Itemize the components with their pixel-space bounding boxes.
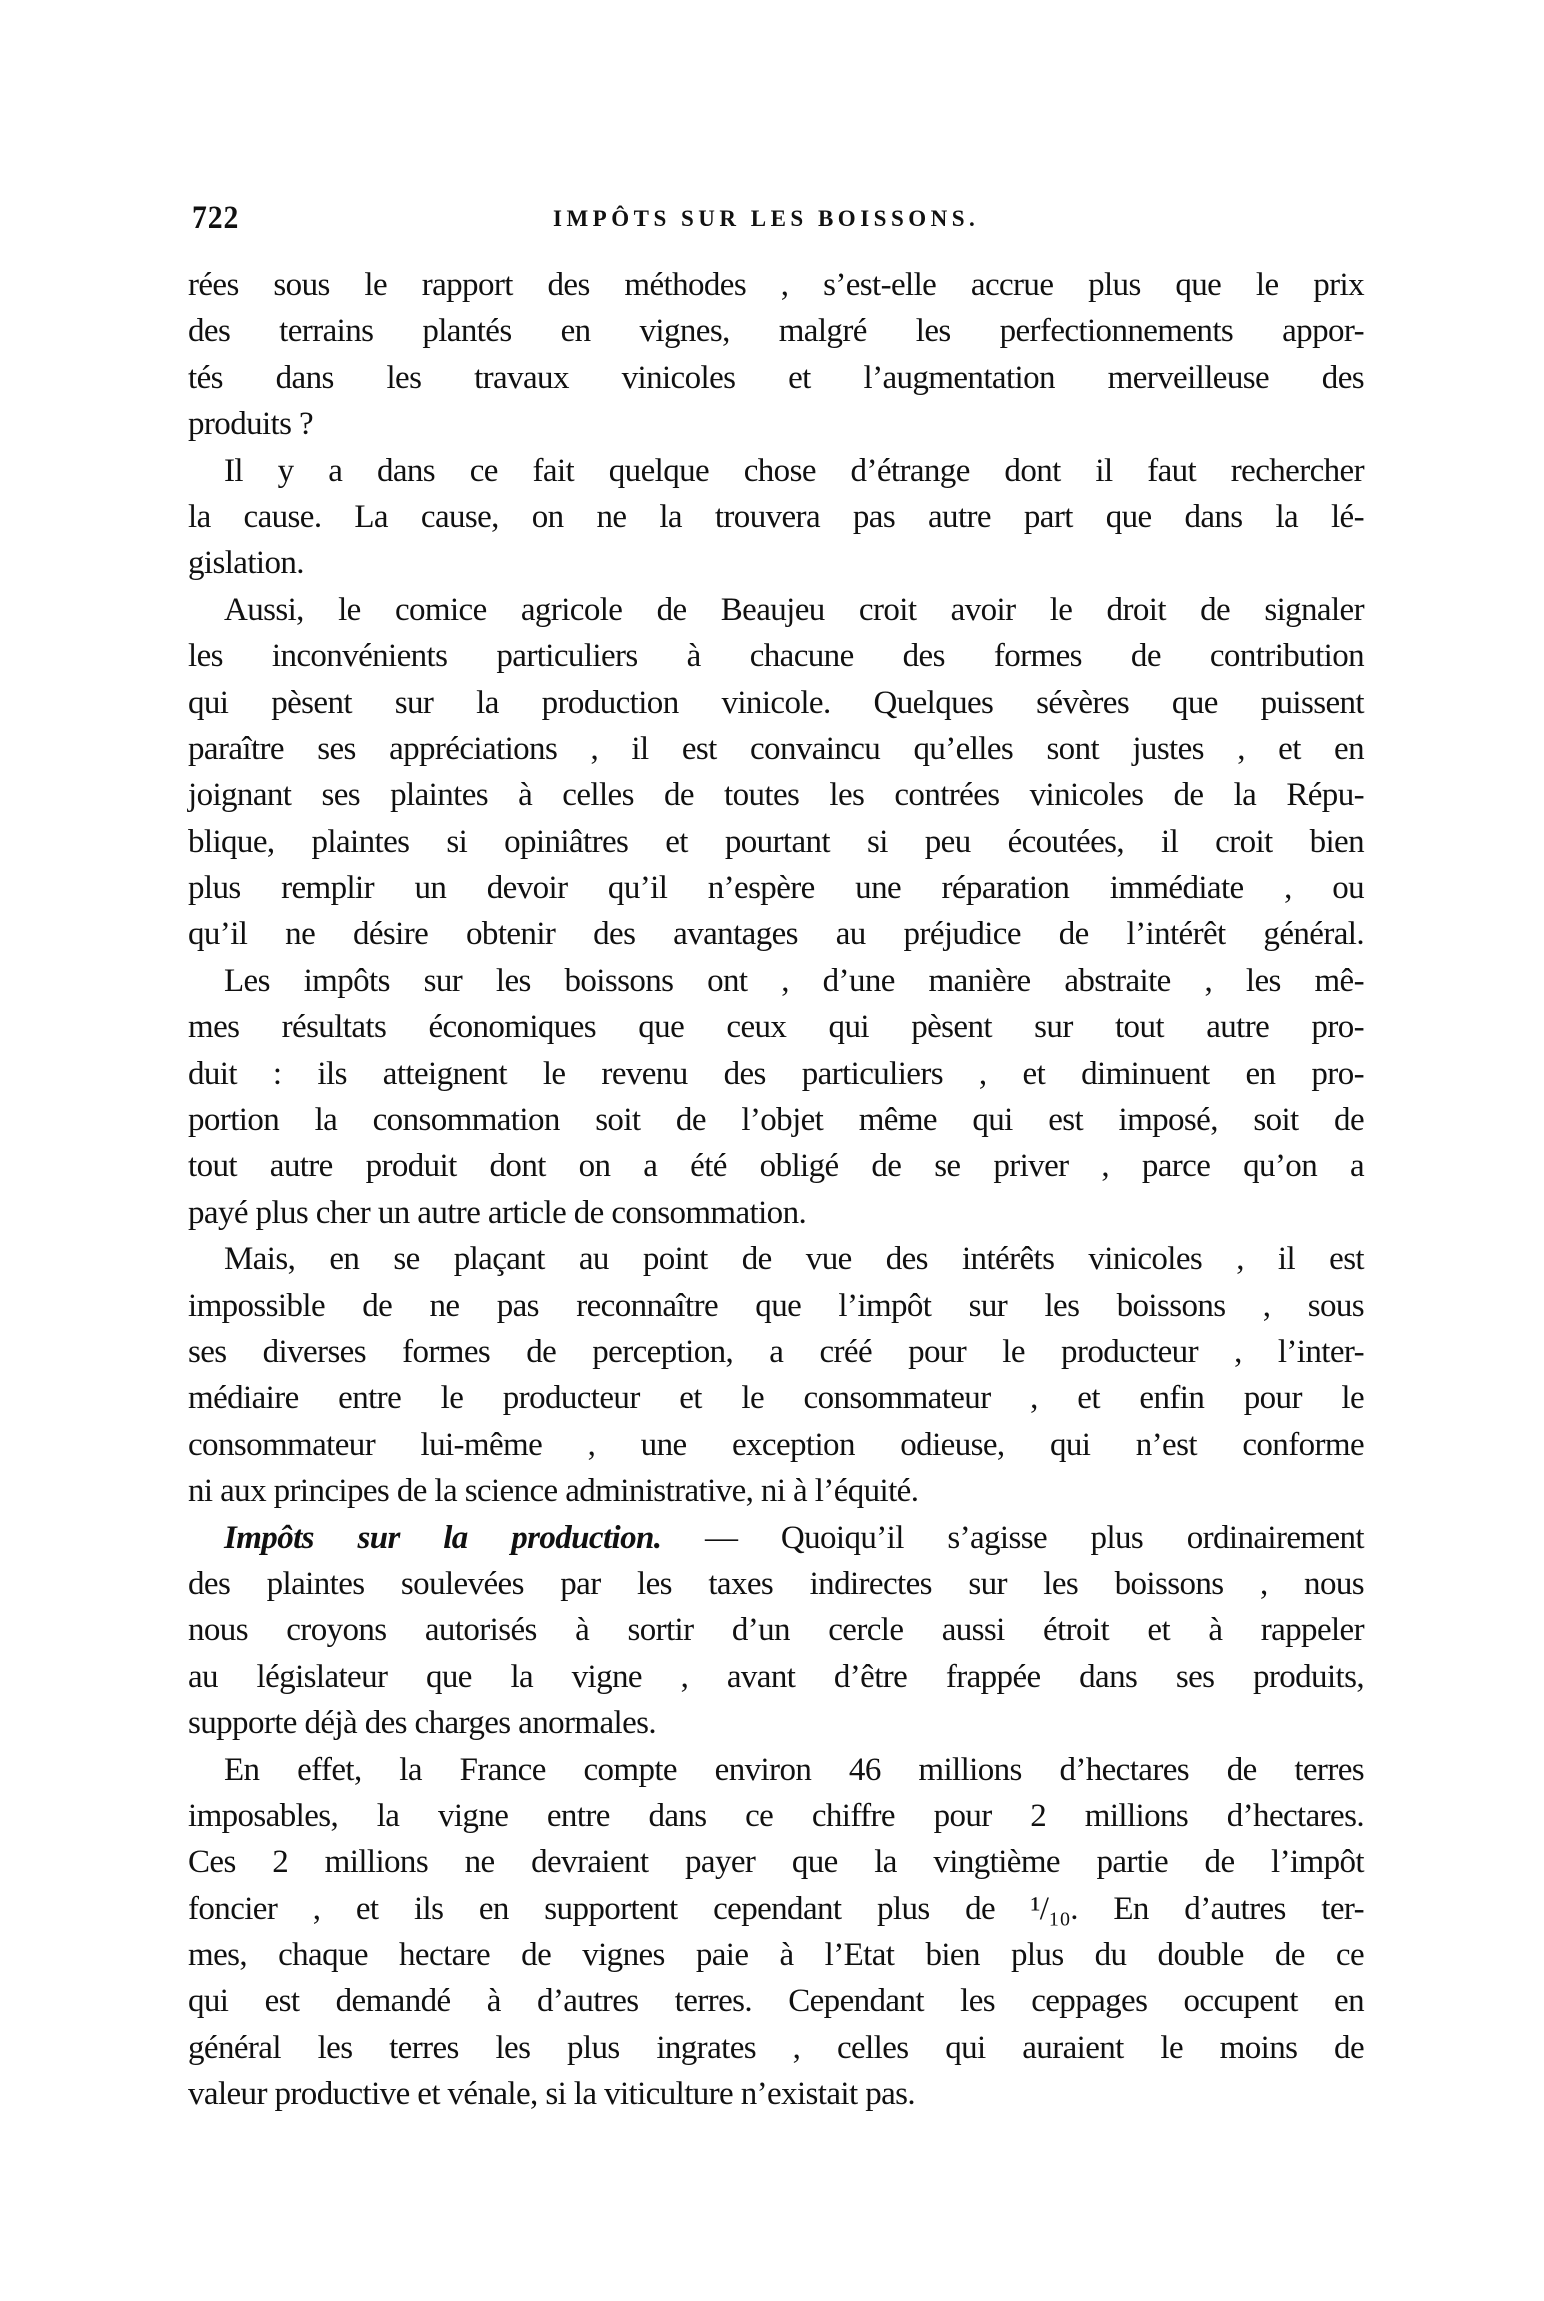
- text-line: [188, 865, 1364, 911]
- line-text: qu’il ne désire obtenir des avantages au préjudice de l’intérêt général.: [188, 916, 1364, 953]
- text-line: [188, 911, 1364, 957]
- section-heading-italic: Impôts sur la production.: [224, 1519, 662, 1556]
- line-text: des terrains plantés en vignes, malgré les perfectionnements appor-: [188, 313, 1364, 350]
- line-text: En effet, la France compte environ 46 millions d’hectares de terres: [224, 1751, 1364, 1788]
- text-line: [188, 494, 1364, 540]
- line-text: supporte déjà des charges anormales.: [188, 1705, 657, 1742]
- text-line: [188, 1004, 1364, 1050]
- text-line: [188, 1978, 1364, 2024]
- text-line: [188, 1561, 1364, 1607]
- line-text: portion la consommation soit de l’objet même qui est imposé, soit de: [188, 1102, 1364, 1139]
- line-text: impossible de ne pas reconnaître que l’impôt sur les boissons , sous: [188, 1287, 1364, 1324]
- line-text: tout autre produit dont on a été obligé de se priver , parce qu’on a: [188, 1148, 1364, 1185]
- page-number: 722: [192, 200, 240, 236]
- line-text: consommateur lui-même , une exception odieuse, qui n’est conforme: [188, 1426, 1364, 1463]
- text-line: [188, 958, 1364, 1004]
- line-text: gislation.: [188, 545, 304, 582]
- text-line: [188, 1700, 1364, 1746]
- line-text: général les terres les plus ingrates , celles qui auraient le moins de: [188, 2029, 1364, 2066]
- line-text: ses diverses formes de perception, a créé pour le producteur , l’inter-: [188, 1333, 1364, 1370]
- line-text: nous croyons autorisés à sortir d’un cercle aussi étroit et à rappeler: [188, 1612, 1364, 1649]
- text-line: [188, 1886, 1364, 1932]
- text-line: [188, 1283, 1364, 1329]
- line-text: la cause. La cause, on ne la trouvera pas autre part que dans la lé-: [188, 498, 1364, 535]
- text-line: [188, 1236, 1364, 1282]
- line-text: duit : ils atteignent le revenu des particuliers , et diminuent en pro-: [188, 1055, 1364, 1092]
- text-line: [188, 1422, 1364, 1468]
- line-text: Mais, en se plaçant au point de vue des intérêts vinicoles , il est: [224, 1241, 1364, 1278]
- line-text: médiaire entre le producteur et le consommateur , et enfin pour le: [188, 1380, 1364, 1417]
- line-text: — Quoiqu’il s’agisse plus ordinairement: [661, 1519, 1364, 1556]
- line-text: joignant ses plaintes à celles de toutes les contrées vinicoles de la Répu-: [188, 777, 1364, 814]
- text-line: [188, 540, 1364, 586]
- line-text: valeur productive et vénale, si la viticulture n’existait pas.: [188, 2076, 916, 2113]
- line-text: des plaintes soulevées par les taxes indirectes sur les boissons , nous: [188, 1565, 1364, 1602]
- line-text: qui est demandé à d’autres terres. Cependant les ceppages occupent en: [188, 1983, 1364, 2020]
- line-text: Il y a dans ce fait quelque chose d’étrange dont il faut rechercher: [224, 452, 1364, 489]
- line-text: foncier , et ils en supportent cependant plus de ¹/₁₀. En d’autres ter-: [188, 1890, 1364, 1927]
- body-text: [188, 262, 1364, 2118]
- text-line: [188, 308, 1364, 354]
- line-text: mes, chaque hectare de vignes paie à l’Etat bien plus du double de ce: [188, 1937, 1364, 1974]
- text-line: [188, 1793, 1364, 1839]
- line-text: Ces 2 millions ne devraient payer que la vingtième partie de l’impôt: [188, 1844, 1364, 1881]
- text-line: [188, 1329, 1364, 1375]
- text-line: [188, 1051, 1364, 1097]
- text-line: [188, 1839, 1364, 1885]
- text-line: [188, 401, 1364, 447]
- text-line: [188, 1747, 1364, 1793]
- line-text: tés dans les travaux vinicoles et l’augmentation merveilleuse des: [188, 359, 1364, 396]
- text-line: [188, 1143, 1364, 1189]
- line-text: plus remplir un devoir qu’il n’espère une réparation immédiate , ou: [188, 870, 1364, 907]
- text-line: [188, 1468, 1364, 1514]
- line-text: Les impôts sur les boissons ont , d’une manière abstraite , les mê-: [224, 962, 1364, 999]
- text-line: [188, 819, 1364, 865]
- text-line: [188, 1654, 1364, 1700]
- text-line: [188, 448, 1364, 494]
- line-text: au législateur que la vigne , avant d’être frappée dans ses produits,: [188, 1658, 1364, 1695]
- line-text: produits ?: [188, 406, 314, 443]
- text-line: [188, 1097, 1364, 1143]
- text-line: [188, 355, 1364, 401]
- line-text: ni aux principes de la science administrative, ni à l’équité.: [188, 1473, 919, 1510]
- text-line: [188, 1190, 1364, 1236]
- line-text: blique, plaintes si opiniâtres et pourtant si peu écoutées, il croit bien: [188, 823, 1364, 860]
- line-text: rées sous le rapport des méthodes , s’est-elle accrue plus que le prix: [188, 267, 1364, 303]
- text-line: [188, 2025, 1364, 2071]
- line-text: qui pèsent sur la production vinicole. Quelques sévères que puissent: [188, 684, 1364, 721]
- text-line: [188, 633, 1364, 679]
- line-text: Aussi, le comice agricole de Beaujeu croit avoir le droit de signaler: [224, 591, 1364, 628]
- line-text: paraître ses appréciations , il est convaincu qu’elles sont justes , et en: [188, 730, 1364, 767]
- text-line: [188, 262, 1364, 308]
- running-title: IMPÔTS SUR LES BOISSONS.: [553, 206, 980, 231]
- text-line: [188, 587, 1364, 633]
- text-line: [188, 680, 1364, 726]
- line-text: les inconvénients particuliers à chacune des formes de contribution: [188, 638, 1364, 675]
- line-text: imposables, la vigne entre dans ce chiffre pour 2 millions d’hectares.: [188, 1797, 1364, 1834]
- text-line: [188, 1932, 1364, 1978]
- running-head: [190, 198, 1366, 238]
- text-line: [188, 772, 1364, 818]
- line-text: mes résultats économiques que ceux qui pèsent sur tout autre pro-: [188, 1009, 1364, 1046]
- text-line: [188, 2071, 1364, 2117]
- text-line: [188, 726, 1364, 772]
- text-line: [188, 1375, 1364, 1421]
- text-line: [188, 1607, 1364, 1653]
- line-text: payé plus cher un autre article de consommation.: [188, 1194, 807, 1231]
- text-line: [188, 1515, 1364, 1561]
